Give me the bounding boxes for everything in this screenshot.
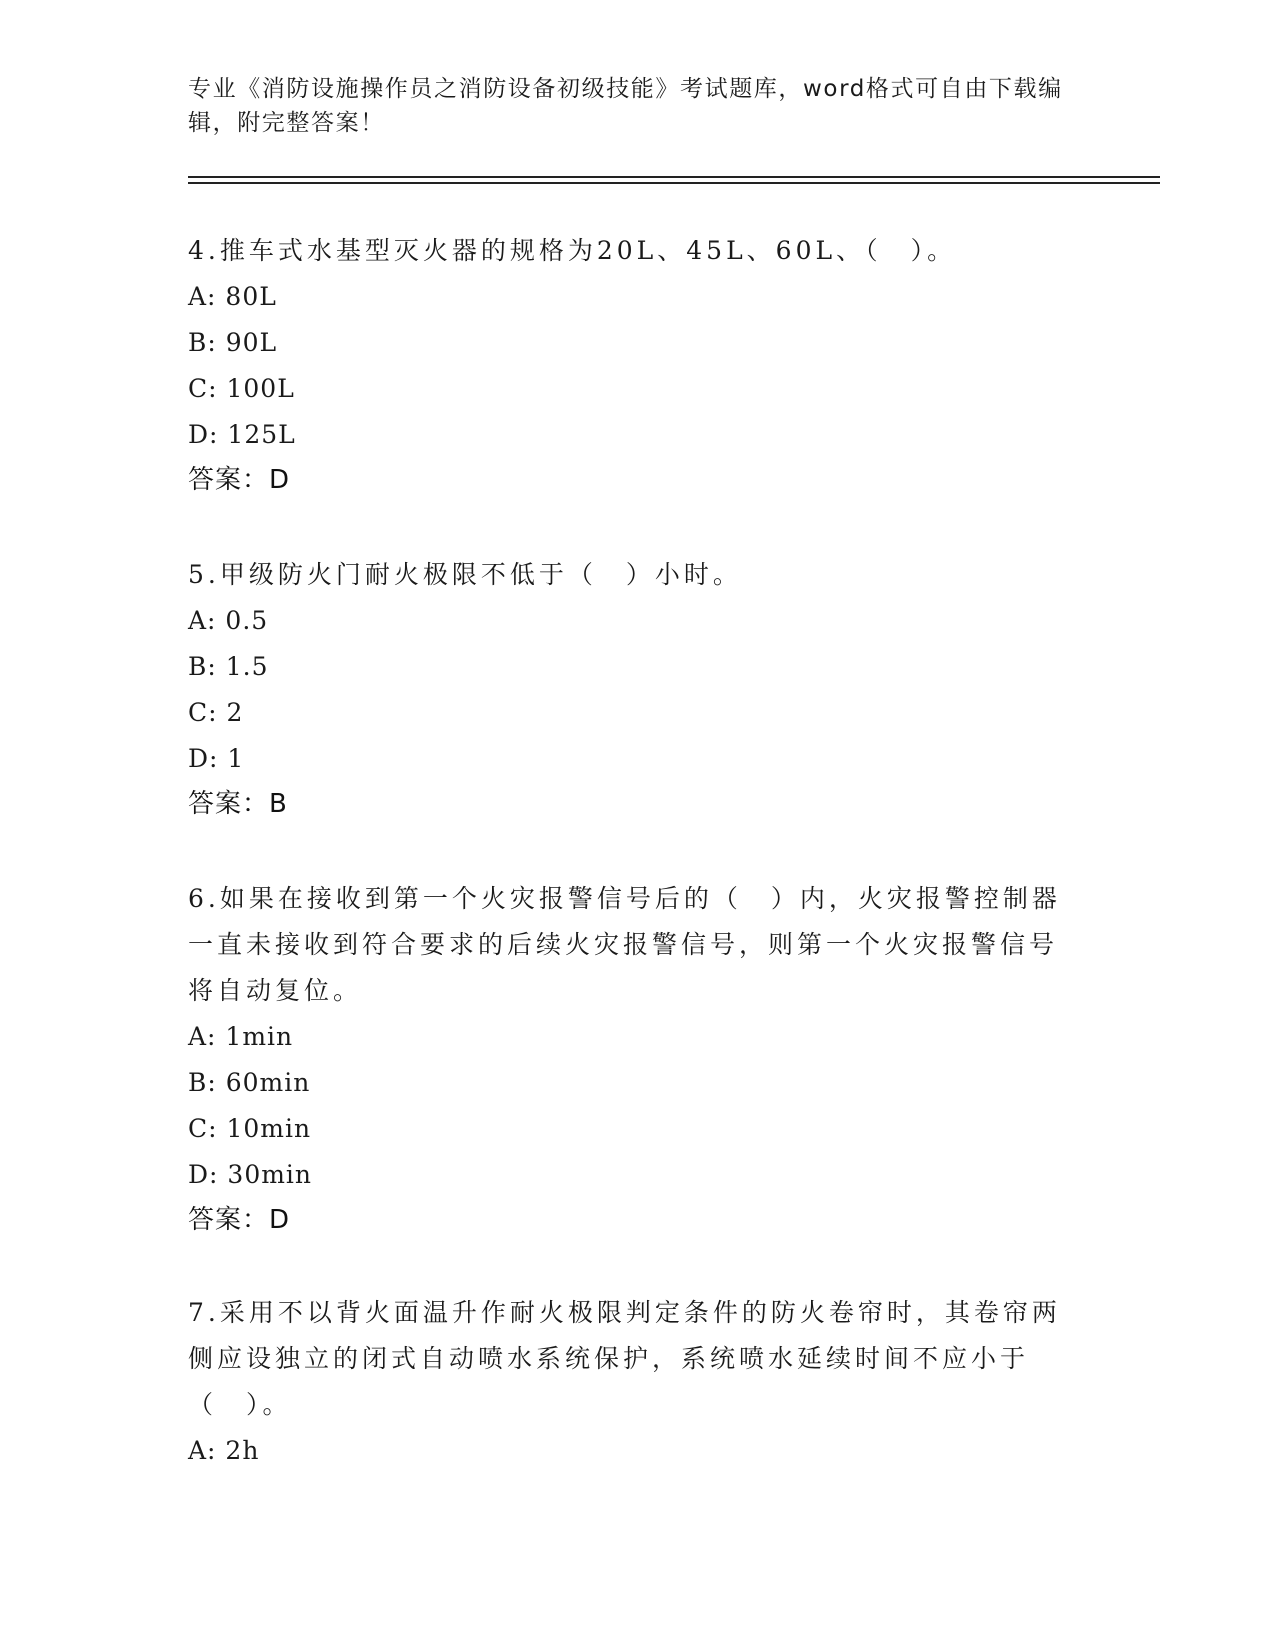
- question-7: [188, 1290, 1068, 1474]
- option-c: C: 2: [188, 698, 244, 727]
- header-rule-top: [188, 176, 1160, 178]
- question-text: 5.甲级防火门耐火极限不低于（ ）小时。: [188, 560, 742, 589]
- option-c: C: 10min: [188, 1114, 312, 1143]
- answer-label: 答案：D: [188, 1205, 291, 1235]
- document-header: 专业《消防设施操作员之消防设备初级技能》考试题库，word格式可自由下载编辑，附完整答案！: [188, 76, 1063, 136]
- question-text: 7.采用不以背火面温升作耐火极限判定条件的防火卷帘时，其卷帘两侧应设独立的闭式自动喷水系统保护，系统喷水延续时间不应小于（ ）。: [188, 1298, 1061, 1419]
- question-6: [188, 876, 1068, 1242]
- answer-label: 答案：D: [188, 465, 291, 495]
- option-c: C: 100L: [188, 374, 295, 403]
- option-d: D: 1: [188, 744, 245, 773]
- option-a: A: 0.5: [188, 606, 269, 635]
- question-4: [188, 228, 1068, 502]
- question-text: 4.推车式水基型灭火器的规格为20L、45L、60L、（ ）。: [188, 236, 957, 265]
- option-b: B: 60min: [188, 1068, 311, 1097]
- option-d: D: 125L: [188, 420, 296, 449]
- option-a: A: 80L: [188, 282, 277, 311]
- option-a: A: 1min: [188, 1022, 294, 1051]
- question-5: [188, 552, 1068, 826]
- answer-label: 答案：B: [188, 789, 288, 819]
- header-rule-bottom: [188, 182, 1160, 184]
- option-b: B: 1.5: [188, 652, 269, 681]
- question-text: 6.如果在接收到第一个火灾报警信号后的（ ）内，火灾报警控制器一直未接收到符合要求的后续火灾报警信号，则第一个火灾报警信号将自动复位。: [188, 884, 1061, 1005]
- option-a: A: 2h: [188, 1436, 260, 1465]
- option-d: D: 30min: [188, 1160, 313, 1189]
- option-b: B: 90L: [188, 328, 278, 357]
